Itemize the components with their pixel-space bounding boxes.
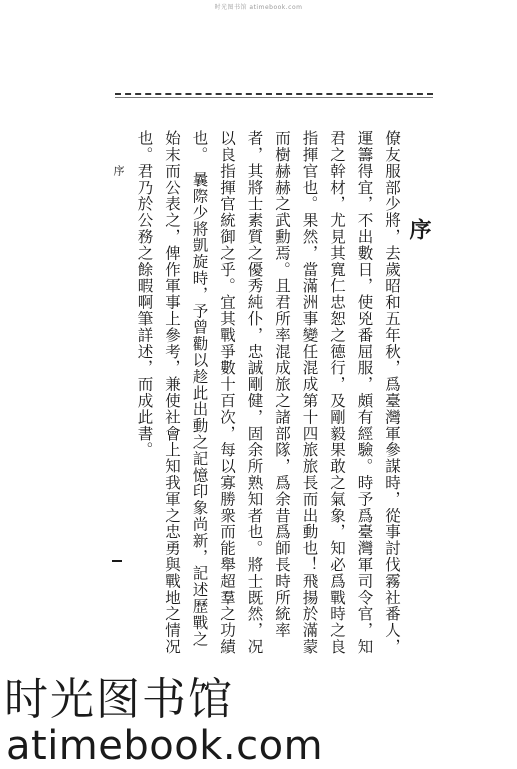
- running-head: 序: [112, 165, 125, 176]
- watermark-english: atimebook.com: [6, 723, 324, 769]
- top-rule: [115, 93, 433, 95]
- document-title: 序: [406, 218, 432, 252]
- page-number: [112, 560, 122, 562]
- preface-body: 僚友服部少將，去歲昭和五年秋，爲臺灣軍參謀時，從事討伐霧社番人，運籌得宜，不出數日，使兇番屈服，頗有經驗。時予爲臺灣軍司令官，知君之幹材，尤見其寬仁忠恕之德行，及剛毅果敢之氣象，知必爲戰時之良指揮官也。果然，當滿洲事變任混成第十四旅旅長而出動也！飛揚於滿蒙而樹赫赫之武勳焉。且君所率混成旅之諸部隊，爲余昔爲師長時所統率者，其將士素質之優秀純仆，忠誠剛健，固余所熟知者也。將士既然，况以良指揮官統御之乎。宜其戰爭數十百次，每以寡勝衆而能舉超羣之功績也。 曩際少將凱旋時，予曾勸以趁此出動之記憶印象尚新，記述歷戰之始末而公表之，俾作軍事上參考，兼使社會上知我軍之忠勇與戰地之情况也。君乃於公務之餘暇啊筆詳述，而成此書。: [135, 130, 401, 655]
- watermark: [0, 676, 517, 768]
- watermark-chinese: 时光图书馆: [4, 674, 234, 725]
- source-header: 时光图书馆 atimebook.com: [214, 4, 303, 11]
- top-rule-inner: [115, 97, 433, 98]
